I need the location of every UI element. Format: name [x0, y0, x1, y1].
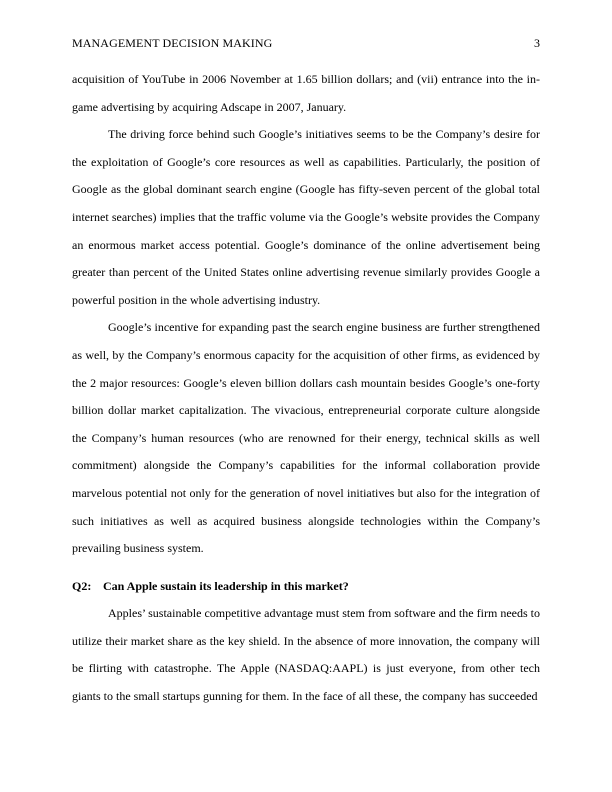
page-number: 3: [534, 36, 540, 50]
paragraph-continuation: acquisition of YouTube in 2006 November at 1.65 billion dollars; and (vii) entrance into the in-game advertising by acquiring Adscape in 2007, January.: [72, 72, 540, 114]
running-head: MANAGEMENT DECISION MAKING: [72, 36, 273, 50]
paragraph-driving-force: The driving force behind such Google’s initiatives seems to be the Company’s desire for the exploitation of Google’s core resources as well as capabilities. Particularly, the position of Google as the global dominant search engine (Google has fifty-seven percent of the global total internet searches) implies that the traffic volume via the Google’s website provides the Company an enormous market access potential. Google’s dominance of the online advertisement being greater than percent of the United States online advertising revenue similarly provides Google a powerful position in the whole advertising industry.: [72, 127, 540, 307]
paragraph-google-incentive: Google’s incentive for expanding past the search engine business are further strengthened as well, by the Company’s enormous capacity for the acquisition of other firms, as evidenced by the 2 major resources: Google’s eleven billion dollars cash mountain besides Google’s one-forty billion dollar market capitalization. The vivacious, entrepreneurial corporate culture alongside the Company’s human resources (who are renowned for their energy, technical skills as well commitment) alongside the Company’s capabilities for the informal collaboration provide marvelous potential not only for the generation of novel initiatives but also for the integration of such initiatives as well as acquired business alongside technologies within the Company’s prevailing business system.: [72, 320, 540, 556]
document-body: [72, 66, 540, 711]
question-label: Q2:: [72, 578, 92, 593]
paragraph-apple-answer: Apples’ sustainable competitive advantage must stem from software and the firm needs to utilize their market share as the key shield. In the absence of more innovation, the company will be flirting with catastrophe. The Apple (NASDAQ:AAPL) is just everyone, from other tech giants to the small startups gunning for them. In the face of all these, the company has succeeded: [72, 606, 540, 704]
question-heading: [72, 573, 540, 601]
question-text: Can Apple sustain its leadership in this market?: [103, 578, 349, 593]
